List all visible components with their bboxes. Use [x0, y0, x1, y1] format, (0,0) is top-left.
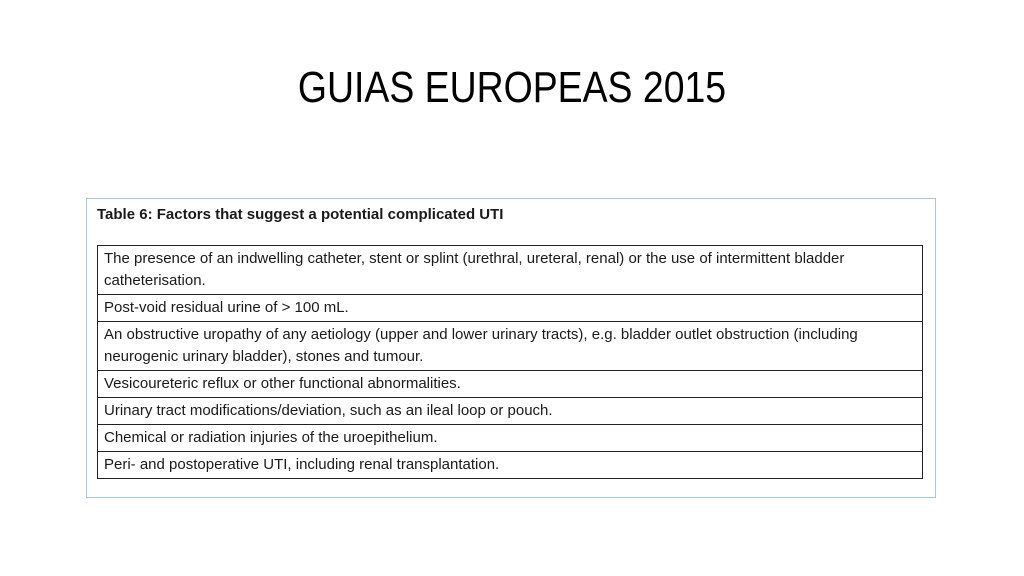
table-cell: Urinary tract modifications/deviation, such as an ileal loop or pouch. — [98, 398, 923, 425]
table-cell: An obstructive uropathy of any aetiology (upper and lower urinary tracts), e.g. bladder outlet obstruction (including neurogenic urinary bladder), stones and tumour. — [98, 322, 923, 371]
table-cell: Post-void residual urine of > 100 mL. — [98, 295, 923, 322]
table-row — [98, 322, 923, 371]
table-cell: Peri- and postoperative UTI, including renal transplantation. — [98, 452, 923, 479]
slide-title: GUIAS EUROPEAS 2015 — [297, 63, 727, 112]
table-row — [98, 246, 923, 295]
table-row — [98, 398, 923, 425]
table-figure — [86, 198, 936, 498]
table-cell: Vesicoureteric reflux or other functional abnormalities. — [98, 371, 923, 398]
table-row — [98, 452, 923, 479]
table-row — [98, 295, 923, 322]
table-cell: The presence of an indwelling catheter, stent or splint (urethral, ureteral, renal) or the use of intermittent bladder catheterisation. — [98, 246, 923, 295]
table-row — [98, 425, 923, 452]
table-cell: Chemical or radiation injuries of the uroepithelium. — [98, 425, 923, 452]
factors-table — [97, 245, 923, 479]
table-caption: Table 6: Factors that suggest a potential complicated UTI — [97, 206, 504, 223]
table-row — [98, 371, 923, 398]
